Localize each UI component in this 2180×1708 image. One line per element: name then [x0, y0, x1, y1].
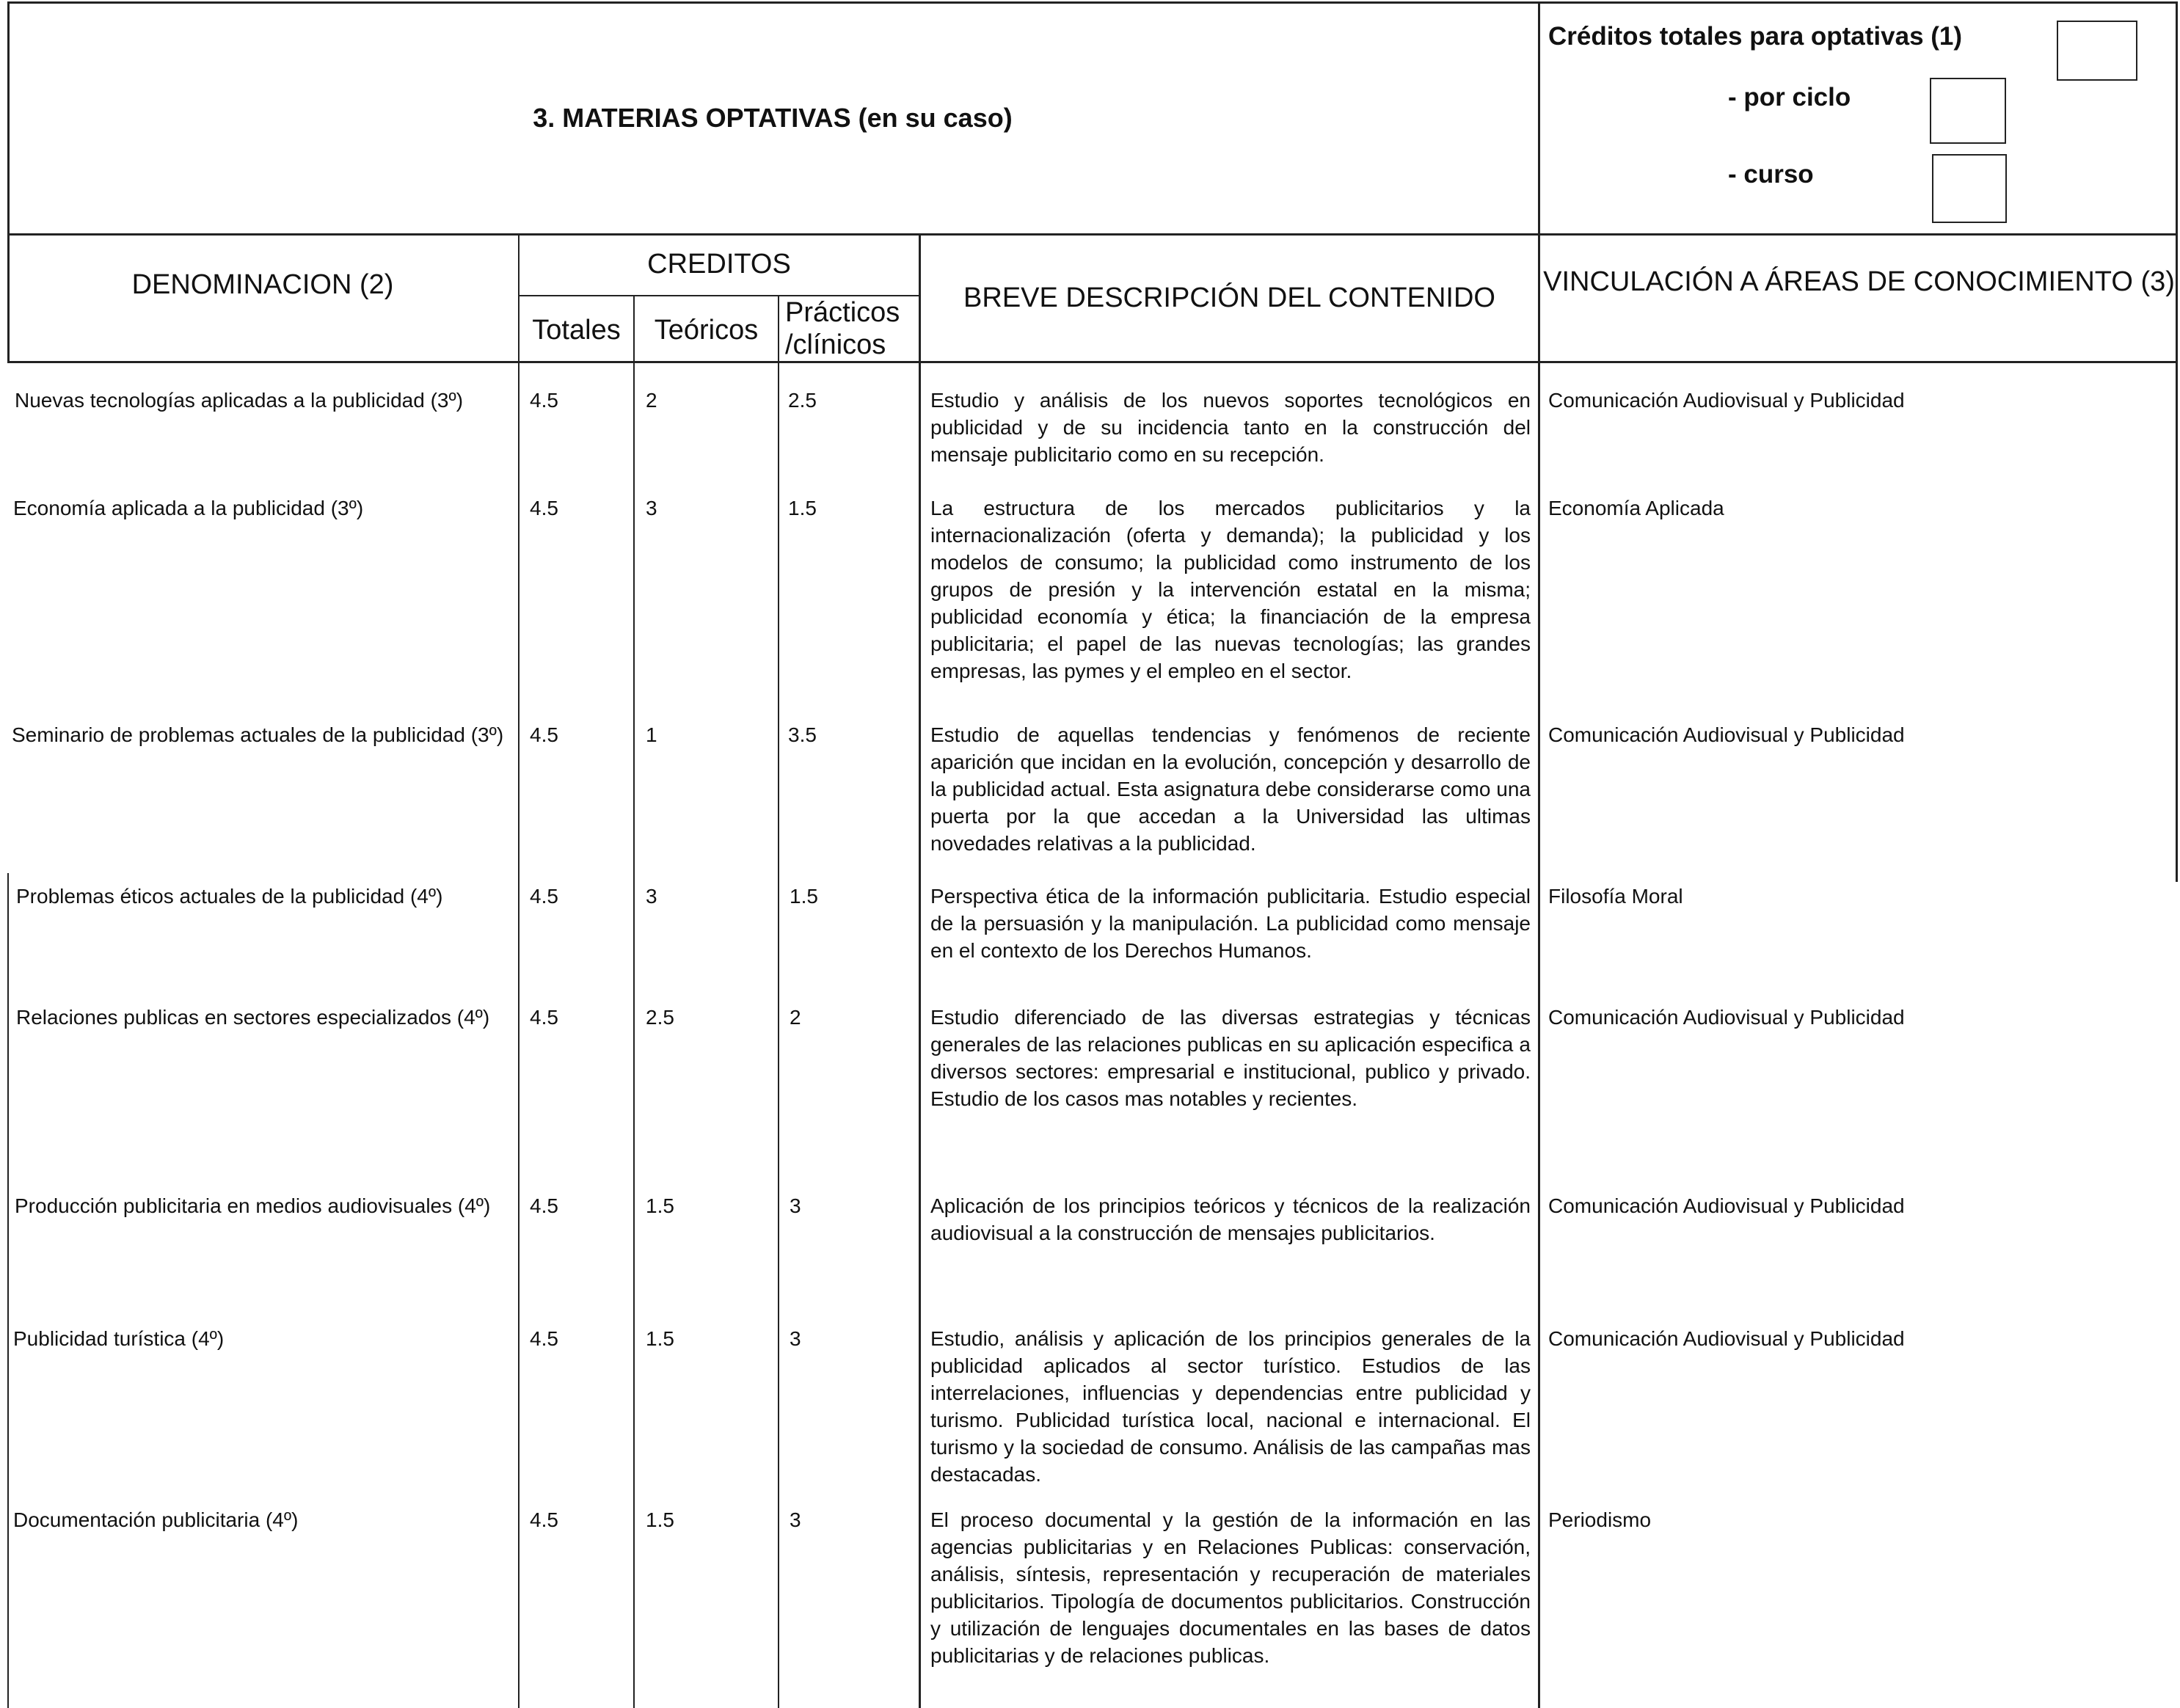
row-7-name: Publicidad turística (4º) — [13, 1327, 225, 1350]
row-2-total: 4.5 — [530, 497, 558, 519]
row-6-theory: 1.5 — [646, 1194, 674, 1217]
row-7-practice: 3 — [790, 1327, 801, 1350]
row-7-theory: 1.5 — [646, 1327, 674, 1350]
row-8-description: El proceso documental y la gestión de la información en las agencias publicitarias y en Relaciones Publicas: conservación, análisis, síntesis, representación y recuperación de materiales publicitarios. Tipología de documentos publicitarios. Construcción y utilización de lenguajes documentales en las bases de datos publicitarias y de relaciones publicas. — [930, 1508, 1531, 1667]
row-7-area: Comunicación Audiovisual y Publicidad — [1548, 1327, 1905, 1350]
row-4-total: 4.5 — [530, 885, 558, 908]
row-3-description: Estudio de aquellas tendencias y fenómenos de reciente aparición que incidan en la evolución, concepción y desarrollo de la publicidad actual. Esta asignatura debe considerarse como una puerta por la que accedan a la Universidad las ultimas novedades relativas a la publicidad. — [930, 723, 1531, 855]
row-5-theory: 2.5 — [646, 1006, 674, 1029]
row-8-theory: 1.5 — [646, 1508, 674, 1531]
left-border-top — [7, 1, 10, 361]
row-3-name: Seminario de problemas actuales de la publicidad (3º) — [12, 723, 504, 746]
row-5-name: Relaciones publicas en sectores especializados (4º) — [16, 1006, 490, 1029]
total-credits-label: Créditos totales para optativas (1) — [1548, 22, 1963, 51]
left-border-lower — [7, 873, 9, 1708]
row-4-area: Filosofía Moral — [1548, 885, 1683, 908]
row-8-total: 4.5 — [530, 1508, 558, 1531]
col-line-description-left — [919, 235, 921, 1708]
header-divider-vertical — [1538, 1, 1540, 1708]
row-3-area: Comunicación Audiovisual y Publicidad — [1548, 723, 1905, 746]
top-border — [7, 1, 2178, 4]
column-header-areas: VINCULACIÓN A ÁREAS DE CONOCIMIENTO (3) — [1543, 266, 2175, 297]
col-line-credits-left — [518, 235, 520, 1708]
row-7-description: Estudio, análisis y aplicación de los principios generales de la publicidad aplicados al sector turístico. Estudios de las interrelaciones, influencias y dependencias entre publicidad y turismo. Publicidad turística local, nacional e internacional. El turismo y la sociedad de consumo. Análisis de las campañas mas destacadas. — [930, 1327, 1531, 1486]
row-8-name: Documentación publicitaria (4º) — [13, 1508, 299, 1531]
row-6-description: Aplicación de los principios teóricos y técnicos de la realización audiovisual a la construcción de mensajes publicitarios. — [930, 1194, 1531, 1244]
row-5-area: Comunicación Audiovisual y Publicidad — [1548, 1006, 1905, 1029]
column-header-practical: Prácticos /clínicos — [785, 297, 900, 360]
per-cycle-input[interactable] — [1930, 78, 2006, 144]
row-5-practice: 2 — [790, 1006, 801, 1029]
row-1-theory: 2 — [646, 389, 657, 412]
column-header-name: DENOMINACION (2) — [131, 269, 394, 300]
row-4-practice: 1.5 — [790, 885, 818, 908]
column-header-theoretical: Teóricos — [654, 315, 759, 346]
row-5-description: Estudio diferenciado de las diversas estrategias y técnicas generales de las relaciones publicas en su aplicación especifica a diversos sectores: empresarial e institucional, publico y privado. Estudio de los casos mas notables y recientes. — [930, 1006, 1531, 1110]
column-header-description: BREVE DESCRIPCIÓN DEL CONTENIDO — [963, 282, 1495, 313]
row-3-total: 4.5 — [530, 723, 558, 746]
row-6-name: Producción publicitaria en medios audiovisuales (4º) — [15, 1194, 491, 1217]
row-2-description: La estructura de los mercados publicitarios y la internacionalización (oferta y demanda); la publicidad y los modelos de consumo; la publicidad como instrumento de los grupos de presión y la intervención estatal en la misma; publicidad economía y ética; la financiación de la empresa publicitaria; el papel de las nuevas tecnologías; las grandes empresas, las pymes y el empleo en el sector. — [930, 497, 1531, 682]
row-1-total: 4.5 — [530, 389, 558, 412]
section-title: 3. MATERIAS OPTATIVAS (en su caso) — [533, 103, 1013, 133]
row-1-area: Comunicación Audiovisual y Publicidad — [1548, 389, 1905, 412]
row-1-description: Estudio y análisis de los nuevos soportes tecnológicos en publicidad y de su incidencia tanto en la construcción del mensaje publicitario como en su recepción. — [930, 389, 1531, 466]
course-label: - curso — [1728, 160, 1814, 189]
row-6-area: Comunicación Audiovisual y Publicidad — [1548, 1194, 1905, 1217]
col-line-practice-left — [778, 295, 779, 1708]
row-2-practice: 1.5 — [788, 497, 817, 519]
row-6-practice: 3 — [790, 1194, 801, 1217]
row-6-total: 4.5 — [530, 1194, 558, 1217]
course-input[interactable] — [1932, 154, 2007, 223]
row-3-practice: 3.5 — [788, 723, 817, 746]
right-border — [2176, 1, 2178, 882]
header-bottom-border — [7, 233, 2178, 236]
row-1-practice: 2.5 — [788, 389, 817, 412]
col-line-theory-left — [633, 295, 635, 1708]
row-2-theory: 3 — [646, 497, 657, 519]
row-1-name: Nuevas tecnologías aplicadas a la publicidad (3º) — [15, 389, 464, 412]
row-8-practice: 3 — [790, 1508, 801, 1531]
column-header-bottom-line — [7, 361, 2178, 363]
row-5-total: 4.5 — [530, 1006, 558, 1029]
row-4-description: Perspectiva ética de la información publicitaria. Estudio especial de la persuasión y la manipulación. La publicidad como mensaje en el contexto de los Derechos Humanos. — [930, 885, 1531, 962]
row-4-theory: 3 — [646, 885, 657, 908]
row-7-total: 4.5 — [530, 1327, 558, 1350]
column-header-credits: CREDITOS — [647, 249, 791, 280]
row-2-area: Economía Aplicada — [1548, 497, 1724, 519]
row-2-name: Economía aplicada a la publicidad (3º) — [13, 497, 364, 519]
total-credits-input[interactable] — [2057, 21, 2137, 81]
row-3-theory: 1 — [646, 723, 657, 746]
row-4-name: Problemas éticos actuales de la publicidad (4º) — [16, 885, 443, 908]
per-cycle-label: - por ciclo — [1728, 83, 1851, 112]
column-header-totals: Totales — [532, 315, 621, 346]
row-8-area: Periodismo — [1548, 1508, 1652, 1531]
